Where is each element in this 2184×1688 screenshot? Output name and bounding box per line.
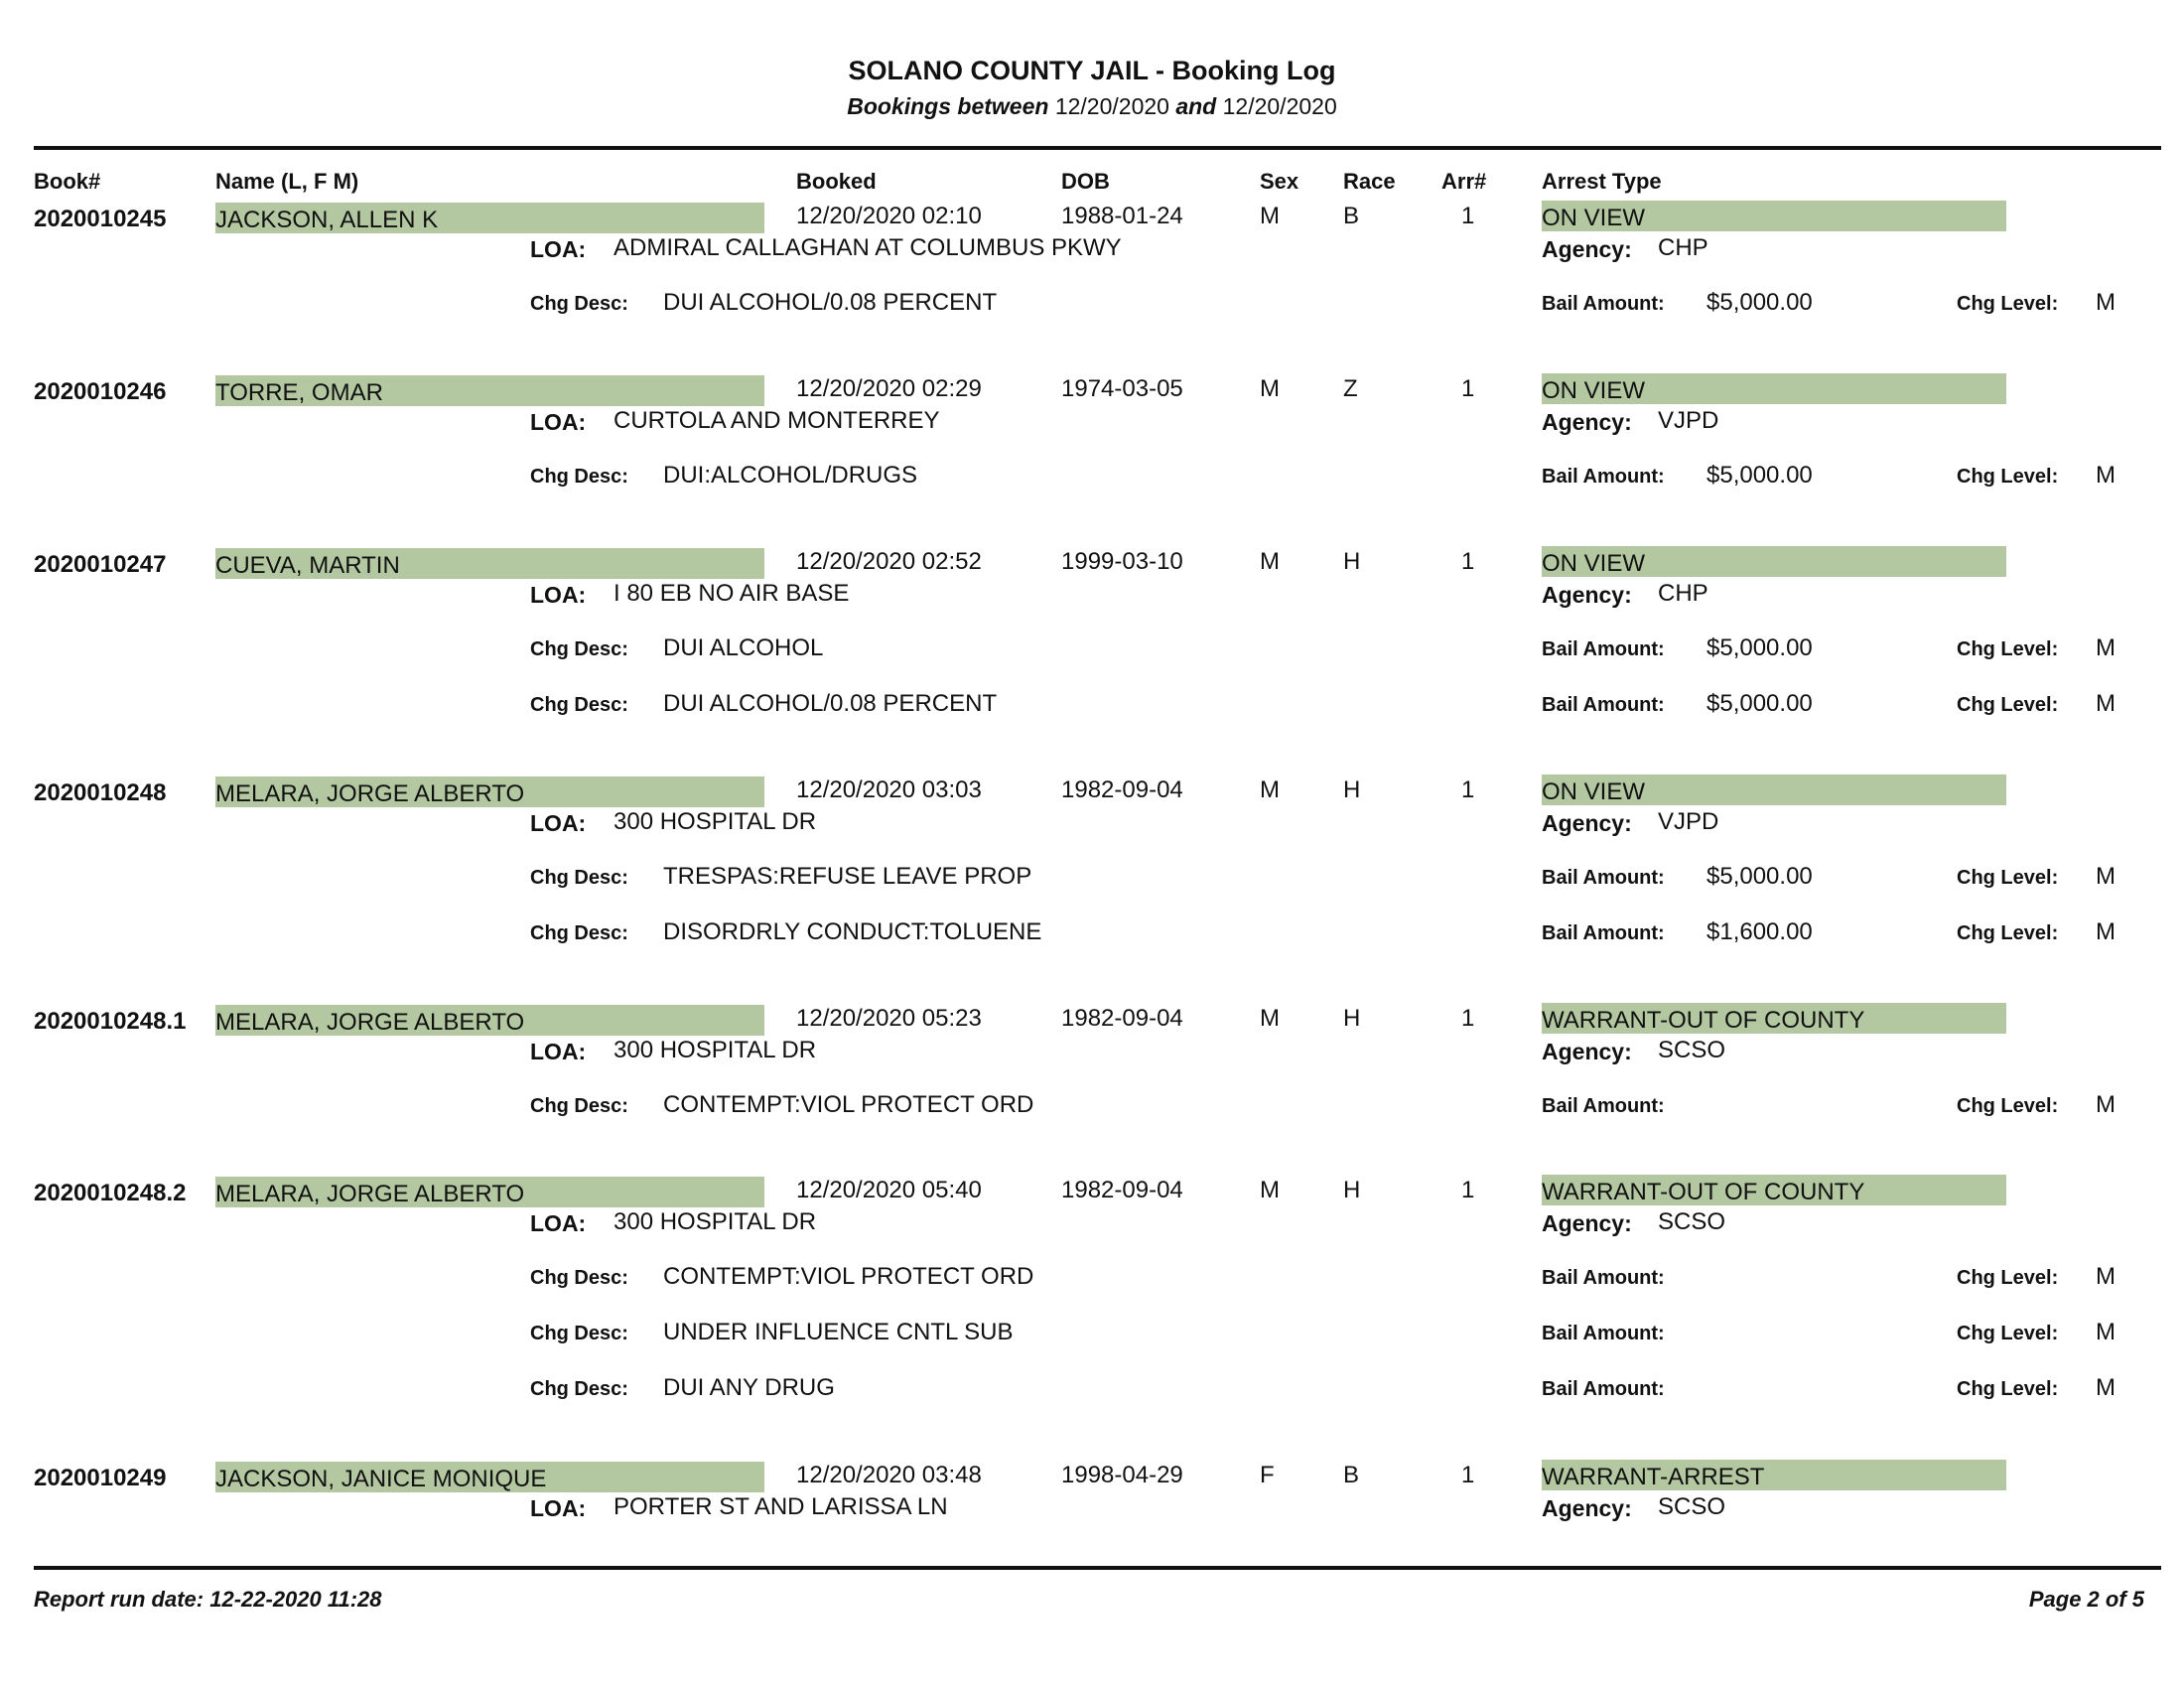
name-highlight <box>215 1005 764 1036</box>
loa-value: 300 HOSPITAL DR <box>614 1208 817 1235</box>
bail-amount-label: Bail Amount: <box>1542 293 1665 315</box>
report-subtitle <box>0 93 2184 120</box>
charge-desc-label: Chg Desc: <box>530 638 628 660</box>
bail-amount-label: Bail Amount: <box>1542 638 1665 660</box>
charge-level: M <box>2096 863 2116 890</box>
report-title: SOLANO COUNTY JAIL - Booking Log <box>848 56 1336 85</box>
bail-amount-label: Bail Amount: <box>1542 1378 1665 1400</box>
charge-desc: UNDER INFLUENCE CNTL SUB <box>663 1319 1014 1345</box>
arrest-type-highlight <box>1542 546 2006 577</box>
inmate-name: JACKSON, ALLEN K <box>215 207 439 233</box>
sex: M <box>1260 203 1280 229</box>
charge-desc-label: Chg Desc: <box>530 1267 628 1289</box>
header-rule <box>34 146 2161 150</box>
bail-amount-label: Bail Amount: <box>1542 1267 1665 1289</box>
race: Z <box>1343 375 1358 402</box>
charge-desc-label: Chg Desc: <box>530 1323 628 1344</box>
charge-level-label: Chg Level: <box>1957 638 2059 660</box>
charge-desc-label: Chg Desc: <box>530 466 628 488</box>
race: H <box>1343 548 1361 575</box>
arrest-number: 1 <box>1461 1177 1475 1203</box>
race: H <box>1343 776 1361 803</box>
charge-level-label: Chg Level: <box>1957 694 2059 716</box>
sex: M <box>1260 1005 1280 1032</box>
bail-amount-label: Bail Amount: <box>1542 1323 1665 1344</box>
column-header-arr: Arr# <box>1441 169 1487 194</box>
agency-value: SCSO <box>1658 1208 1726 1235</box>
bail-amount: $5,000.00 <box>1706 690 1813 717</box>
bail-amount: $5,000.00 <box>1706 634 1813 661</box>
booked-datetime: 12/20/2020 02:29 <box>796 375 982 402</box>
charge-level-label: Chg Level: <box>1957 1323 2059 1344</box>
charge-desc: DUI ALCOHOL/0.08 PERCENT <box>663 289 998 316</box>
bail-amount: $5,000.00 <box>1706 863 1813 890</box>
loa-value: 300 HOSPITAL DR <box>614 808 817 835</box>
charge-level-label: Chg Level: <box>1957 867 2059 889</box>
booked-datetime: 12/20/2020 02:52 <box>796 548 982 575</box>
loa-label: LOA: <box>530 582 587 608</box>
report-run-date: Report run date: 12-22-2020 11:28 <box>34 1587 382 1612</box>
name-highlight <box>215 375 764 406</box>
charge-desc-label: Chg Desc: <box>530 694 628 716</box>
book-number: 2020010249 <box>34 1465 167 1491</box>
charge-level-label: Chg Level: <box>1957 466 2059 488</box>
name-highlight <box>215 203 764 233</box>
charge-desc-label: Chg Desc: <box>530 1095 628 1117</box>
footer-rule <box>34 1566 2161 1570</box>
agency-value: SCSO <box>1658 1037 1726 1063</box>
sex: F <box>1260 1462 1275 1488</box>
agency-value: VJPD <box>1658 808 1719 835</box>
loa-value: PORTER ST AND LARISSA LN <box>614 1493 948 1520</box>
charge-level-label: Chg Level: <box>1957 1095 2059 1117</box>
booked-datetime: 12/20/2020 05:23 <box>796 1005 982 1032</box>
name-highlight <box>215 1462 764 1492</box>
agency-value: CHP <box>1658 234 1708 261</box>
agency-value: VJPD <box>1658 407 1719 434</box>
arrest-type-highlight <box>1542 774 2006 805</box>
book-number: 2020010248.1 <box>34 1008 187 1035</box>
agency-value: CHP <box>1658 580 1708 607</box>
loa-label: LOA: <box>530 236 587 262</box>
dob: 1982-09-04 <box>1061 1177 1183 1203</box>
charge-desc: DISORDRLY CONDUCT:TOLUENE <box>663 918 1042 945</box>
arrest-number: 1 <box>1461 375 1475 402</box>
dob: 1999-03-10 <box>1061 548 1183 575</box>
arrest-type: ON VIEW <box>1542 550 1646 577</box>
inmate-name: MELARA, JORGE ALBERTO <box>215 1181 525 1207</box>
loa-label: LOA: <box>530 409 587 435</box>
charge-desc: CONTEMPT:VIOL PROTECT ORD <box>663 1091 1034 1118</box>
bail-amount-label: Bail Amount: <box>1542 1095 1665 1117</box>
column-header-dob: DOB <box>1061 169 1110 194</box>
agency-label: Agency: <box>1542 1495 1632 1521</box>
charge-desc: DUI:ALCOHOL/DRUGS <box>663 462 918 489</box>
loa-label: LOA: <box>530 810 587 836</box>
charge-level: M <box>2096 690 2116 717</box>
charge-desc: DUI ANY DRUG <box>663 1374 835 1401</box>
bail-amount-label: Bail Amount: <box>1542 694 1665 716</box>
charge-desc-label: Chg Desc: <box>530 922 628 944</box>
arrest-type: ON VIEW <box>1542 377 1646 404</box>
dob: 1988-01-24 <box>1061 203 1183 229</box>
inmate-name: TORRE, OMAR <box>215 379 383 406</box>
loa-value: I 80 EB NO AIR BASE <box>614 580 850 607</box>
charge-desc: DUI ALCOHOL/0.08 PERCENT <box>663 690 998 717</box>
dob: 1998-04-29 <box>1061 1462 1183 1488</box>
loa-label: LOA: <box>530 1039 587 1064</box>
arrest-number: 1 <box>1461 1462 1475 1488</box>
charge-level: M <box>2096 1374 2116 1401</box>
charge-level: M <box>2096 1091 2116 1118</box>
column-header-name: Name (L, F M) <box>215 169 359 194</box>
date-from: 12/20/2020 <box>1054 93 1169 119</box>
race: B <box>1343 203 1360 229</box>
name-highlight <box>215 776 764 807</box>
loa-label: LOA: <box>530 1495 587 1521</box>
charge-level-label: Chg Level: <box>1957 922 2059 944</box>
loa-value: ADMIRAL CALLAGHAN AT COLUMBUS PKWY <box>614 234 1122 261</box>
arrest-type-highlight <box>1542 1003 2006 1034</box>
charge-level-label: Chg Level: <box>1957 1267 2059 1289</box>
arrest-type-highlight <box>1542 201 2006 231</box>
arrest-type-highlight <box>1542 1175 2006 1205</box>
booked-datetime: 12/20/2020 03:48 <box>796 1462 982 1488</box>
agency-label: Agency: <box>1542 582 1632 608</box>
bail-amount-label: Bail Amount: <box>1542 867 1665 889</box>
charge-desc: DUI ALCOHOL <box>663 634 824 661</box>
charge-level: M <box>2096 634 2116 661</box>
sex: M <box>1260 776 1280 803</box>
subtitle-prefix: Bookings between <box>847 93 1049 119</box>
charge-level: M <box>2096 1263 2116 1290</box>
charge-desc-label: Chg Desc: <box>530 293 628 315</box>
charge-desc: TRESPAS:REFUSE LEAVE PROP <box>663 863 1032 890</box>
arrest-type: WARRANT-OUT OF COUNTY <box>1542 1179 1865 1205</box>
subtitle-and: and <box>1175 93 1217 119</box>
agency-label: Agency: <box>1542 236 1632 262</box>
book-number: 2020010248 <box>34 779 167 806</box>
bail-amount: $5,000.00 <box>1706 462 1813 489</box>
page-number: Page 2 of 5 <box>2028 1587 2144 1612</box>
book-number: 2020010247 <box>34 551 167 578</box>
sex: M <box>1260 548 1280 575</box>
loa-label: LOA: <box>530 1210 587 1236</box>
arrest-type-highlight <box>1542 1460 2006 1490</box>
race: H <box>1343 1177 1361 1203</box>
arrest-type: WARRANT-OUT OF COUNTY <box>1542 1007 1865 1034</box>
book-number: 2020010246 <box>34 378 167 405</box>
inmate-name: CUEVA, MARTIN <box>215 552 400 579</box>
dob: 1974-03-05 <box>1061 375 1183 402</box>
charge-level: M <box>2096 462 2116 489</box>
inmate-name: JACKSON, JANICE MONIQUE <box>215 1466 547 1492</box>
agency-label: Agency: <box>1542 409 1632 435</box>
arrest-number: 1 <box>1461 776 1475 803</box>
column-header-book: Book# <box>34 169 101 194</box>
column-header-booked: Booked <box>796 169 877 194</box>
bail-amount-label: Bail Amount: <box>1542 922 1665 944</box>
loa-value: 300 HOSPITAL DR <box>614 1037 817 1063</box>
name-highlight <box>215 548 764 579</box>
arrest-type-highlight <box>1542 373 2006 404</box>
charge-level: M <box>2096 1319 2116 1345</box>
agency-label: Agency: <box>1542 810 1632 836</box>
inmate-name: MELARA, JORGE ALBERTO <box>215 780 525 807</box>
agency-label: Agency: <box>1542 1210 1632 1236</box>
race: B <box>1343 1462 1360 1488</box>
charge-desc-label: Chg Desc: <box>530 1378 628 1400</box>
bail-amount: $5,000.00 <box>1706 289 1813 316</box>
booked-datetime: 12/20/2020 05:40 <box>796 1177 982 1203</box>
charge-level: M <box>2096 289 2116 316</box>
arrest-number: 1 <box>1461 548 1475 575</box>
column-header-arrest-type: Arrest Type <box>1542 169 1662 194</box>
loa-value: CURTOLA AND MONTERREY <box>614 407 940 434</box>
sex: M <box>1260 1177 1280 1203</box>
arrest-type: ON VIEW <box>1542 778 1646 805</box>
charge-level-label: Chg Level: <box>1957 1378 2059 1400</box>
charge-level-label: Chg Level: <box>1957 293 2059 315</box>
column-header-race: Race <box>1343 169 1396 194</box>
sex: M <box>1260 375 1280 402</box>
booked-datetime: 12/20/2020 02:10 <box>796 203 982 229</box>
dob: 1982-09-04 <box>1061 1005 1183 1032</box>
arrest-type: WARRANT-ARREST <box>1542 1464 1765 1490</box>
book-number: 2020010248.2 <box>34 1180 187 1206</box>
dob: 1982-09-04 <box>1061 776 1183 803</box>
agency-value: SCSO <box>1658 1493 1726 1520</box>
booked-datetime: 12/20/2020 03:03 <box>796 776 982 803</box>
agency-label: Agency: <box>1542 1039 1632 1064</box>
date-to: 12/20/2020 <box>1222 93 1337 119</box>
race: H <box>1343 1005 1361 1032</box>
charge-level: M <box>2096 918 2116 945</box>
arrest-number: 1 <box>1461 203 1475 229</box>
column-header-sex: Sex <box>1260 169 1299 194</box>
charge-desc: CONTEMPT:VIOL PROTECT ORD <box>663 1263 1034 1290</box>
bail-amount-label: Bail Amount: <box>1542 466 1665 488</box>
inmate-name: MELARA, JORGE ALBERTO <box>215 1009 525 1036</box>
arrest-number: 1 <box>1461 1005 1475 1032</box>
arrest-type: ON VIEW <box>1542 205 1646 231</box>
name-highlight <box>215 1177 764 1207</box>
book-number: 2020010245 <box>34 206 167 232</box>
charge-desc-label: Chg Desc: <box>530 867 628 889</box>
bail-amount: $1,600.00 <box>1706 918 1813 945</box>
